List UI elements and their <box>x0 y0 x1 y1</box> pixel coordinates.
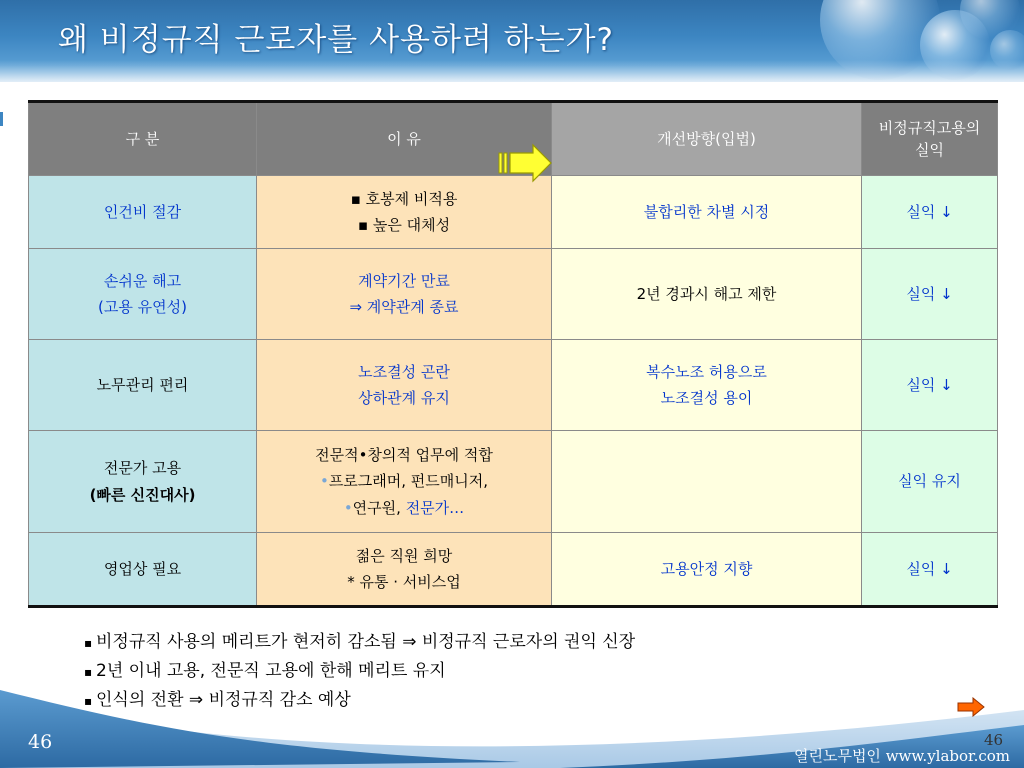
category-cell <box>29 340 257 431</box>
header-category: 구 분 <box>29 102 257 176</box>
table-row <box>29 533 998 607</box>
summary-note-text: 인식의 전환 ⇒ 비정규직 감소 예상 <box>96 690 351 710</box>
summary-note-text: 비정규직 사용의 메리트가 현저히 감소됨 ⇒ 비정규직 근로자의 권익 신장 <box>96 632 636 652</box>
reason-line: 연구원, <box>352 498 406 517</box>
plan-cell <box>552 340 862 431</box>
bullet-dot-icon: • <box>343 498 353 517</box>
plan-text: 불합리한 차별 시정 <box>643 202 770 221</box>
reason-line: ⇒ 계약관계 종료 <box>349 298 459 316</box>
real-benefit-text: 실익 ↓ <box>906 559 953 578</box>
plan-text: 고용안정 지향 <box>660 559 753 578</box>
reason-cell <box>257 533 552 607</box>
bullet-dot-icon: • <box>319 472 329 491</box>
header-real-benefit <box>862 102 998 176</box>
square-bullet-icon: ▪ <box>84 636 93 650</box>
table-row <box>29 340 998 431</box>
reason-line: 젊은 직원 희망 <box>355 546 453 565</box>
reason-cell <box>257 340 552 431</box>
real-benefit-cell <box>862 431 998 533</box>
plan-cell <box>552 249 862 340</box>
header-real-line1: 비정규직고용의 <box>878 118 981 137</box>
category-text: 전문가 고용 <box>103 459 182 478</box>
real-benefit-text: 실익 유지 <box>898 472 961 491</box>
page-number-secondary: 46 <box>984 731 1004 749</box>
reason-line: ▪ 호봉제 비적용 <box>350 189 458 208</box>
table-row <box>29 176 998 249</box>
reason-line: 계약기간 만료 <box>358 271 450 290</box>
left-edge-marker <box>0 112 3 126</box>
reason-line: 노조결성 곤란 <box>358 362 450 381</box>
reason-cell <box>257 176 552 249</box>
real-benefit-text: 실익 ↓ <box>906 284 953 303</box>
real-benefit-text: 실익 ↓ <box>906 375 953 394</box>
category-text: 손쉬운 해고 <box>103 271 182 290</box>
reason-line: 상하관계 유지 <box>358 389 450 407</box>
category-cell <box>29 176 257 249</box>
banner-highlight <box>0 60 1024 82</box>
real-benefit-text: 실익 ↓ <box>906 202 953 221</box>
summary-note-text: 2년 이내 고용, 전문직 고용에 한해 메리트 유지 <box>96 661 446 681</box>
header-real-line2: 실익 <box>915 141 944 159</box>
reason-line: 프로그래머, 펀드매니저, <box>328 472 489 491</box>
real-benefit-cell <box>862 340 998 431</box>
summary-note <box>84 628 635 657</box>
category-text: 인건비 절감 <box>103 202 182 221</box>
plan-cell-empty <box>552 431 862 533</box>
category-subtext: (빠른 신진대사) <box>89 485 196 504</box>
plan-cell <box>552 176 862 249</box>
header-reason: 이 유 <box>257 102 552 176</box>
reason-cell <box>257 249 552 340</box>
plan-text: 복수노조 허용으로 <box>646 362 767 381</box>
header-plan: 개선방향(입법) <box>552 102 862 176</box>
title-banner <box>0 0 1024 82</box>
category-cell <box>29 249 257 340</box>
yellow-right-arrow-icon <box>497 143 553 183</box>
table-row <box>29 249 998 340</box>
real-benefit-cell <box>862 533 998 607</box>
square-bullet-icon: ▪ <box>84 694 93 708</box>
square-bullet-icon: ▪ <box>84 665 93 679</box>
reason-line: ▪ 높은 대체성 <box>357 216 451 234</box>
slide-title: 왜 비정규직 근로자를 사용하려 하는가? <box>58 22 615 58</box>
reason-highlight: 전문가… <box>405 498 465 517</box>
table-row <box>29 431 998 533</box>
category-cell <box>29 431 257 533</box>
real-benefit-cell <box>862 249 998 340</box>
plan-text: 2년 경과시 해고 제한 <box>636 284 777 303</box>
plan-text: 노조결성 용이 <box>660 389 753 407</box>
category-subtext: (고용 유연성) <box>98 298 187 316</box>
page-number: 46 <box>28 731 53 753</box>
category-text: 영업상 필요 <box>103 559 182 578</box>
real-benefit-cell <box>862 176 998 249</box>
category-cell <box>29 533 257 607</box>
reason-cell <box>257 431 552 533</box>
footer-brand: 열린노무법인 www.ylabor.com <box>793 747 1010 765</box>
plan-cell <box>552 533 862 607</box>
category-text: 노무관리 편리 <box>96 375 189 394</box>
orange-right-arrow-icon[interactable] <box>957 697 985 717</box>
reason-line: * 유통 · 서비스업 <box>347 573 461 591</box>
reason-line: 전문적•창의적 업무에 적합 <box>315 446 493 465</box>
